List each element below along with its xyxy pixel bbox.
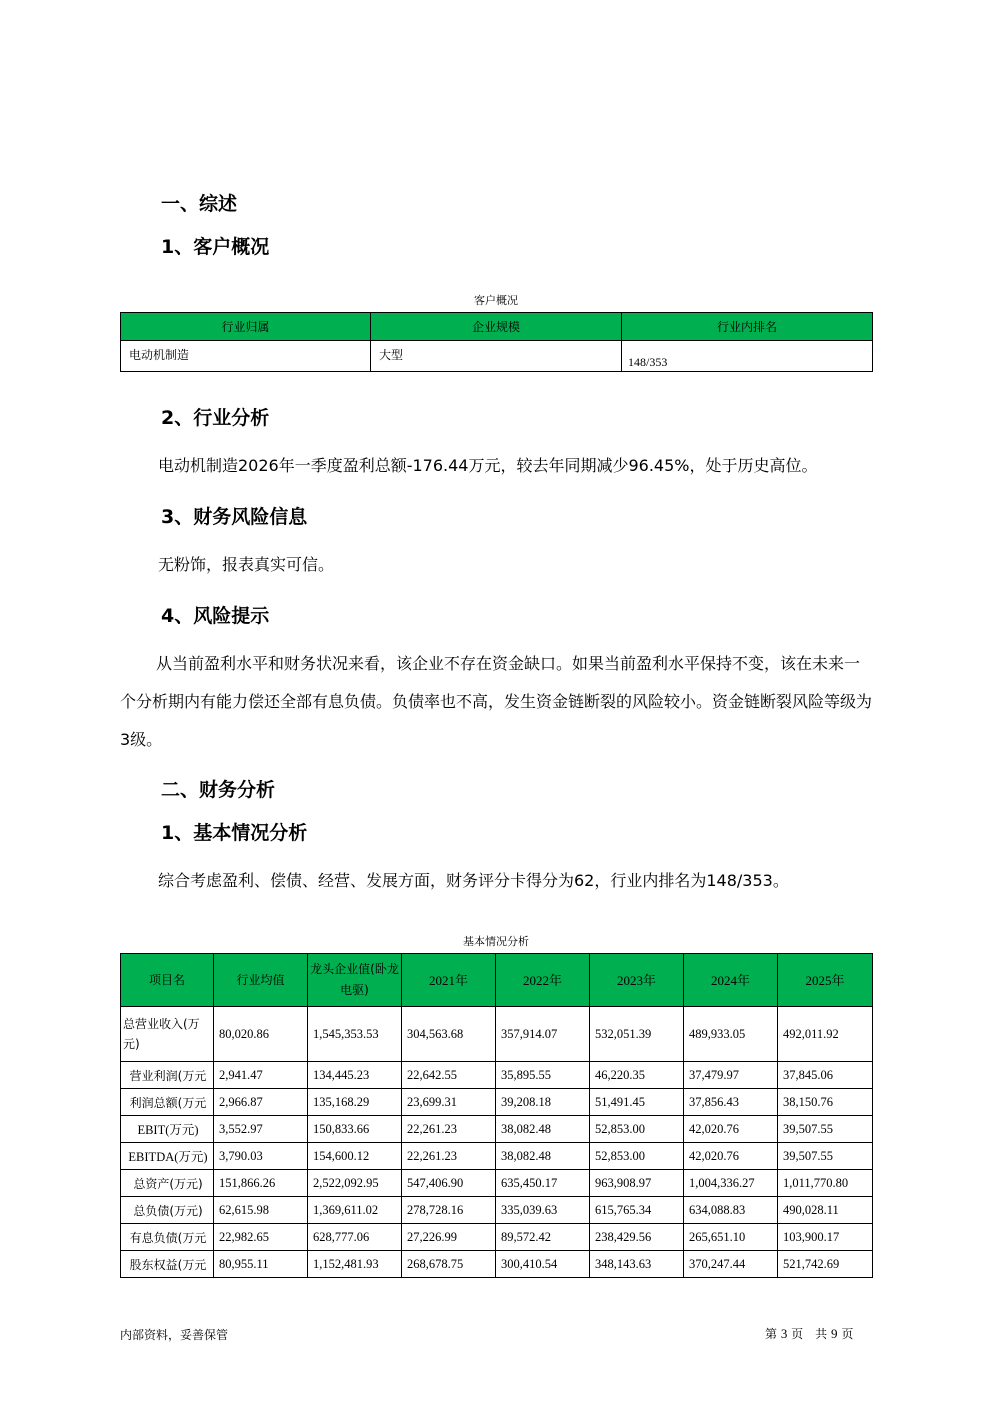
cell-value: 278,728.16 bbox=[402, 1197, 496, 1224]
cell-value: 335,039.63 bbox=[496, 1197, 590, 1224]
cell-value: 35,895.55 bbox=[496, 1062, 590, 1089]
cell-value: 532,051.39 bbox=[590, 1007, 684, 1062]
subsection-title-customer: 1、客户概况 bbox=[161, 236, 270, 258]
cell-value: 370,247.44 bbox=[684, 1251, 778, 1278]
cell-value: 46,220.35 bbox=[590, 1062, 684, 1089]
table-header-row bbox=[121, 313, 873, 341]
cell-value: 2,941.47 bbox=[214, 1062, 308, 1089]
section-title-overview: 一、综述 bbox=[161, 193, 238, 215]
cell-value: 80,955.11 bbox=[214, 1251, 308, 1278]
risk-tip-text: 从当前盈利水平和财务状况来看，该企业不存在资金缺口。如果当前盈利水平保持不变，该在未来一个分析期内有能力偿还全部有息负债。负债率也不高，发生资金链断裂的风险较小。资金链断裂风险等级为3级。 bbox=[120, 654, 873, 749]
cell-value: 150,833.66 bbox=[308, 1116, 402, 1143]
header-2022: 2022年 bbox=[496, 954, 590, 1007]
row-label: 利润总额(万元 bbox=[121, 1089, 214, 1116]
basic-analysis-table bbox=[120, 953, 873, 1278]
table-row bbox=[121, 341, 873, 372]
cell-value: 27,226.99 bbox=[402, 1224, 496, 1251]
cell-value: 38,082.48 bbox=[496, 1116, 590, 1143]
cell-value: 521,742.69 bbox=[778, 1251, 873, 1278]
table-row bbox=[121, 1143, 873, 1170]
cell-value: 1,545,353.53 bbox=[308, 1007, 402, 1062]
cell-value: 52,853.00 bbox=[590, 1116, 684, 1143]
customer-overview-table bbox=[120, 312, 873, 372]
cell-value: 492,011.92 bbox=[778, 1007, 873, 1062]
table-row bbox=[121, 1170, 873, 1197]
table-row bbox=[121, 1251, 873, 1278]
cell-value: 37,479.97 bbox=[684, 1062, 778, 1089]
cell-value: 22,982.65 bbox=[214, 1224, 308, 1251]
subsection-title-financial-risk: 3、财务风险信息 bbox=[161, 506, 308, 528]
header-2021: 2021年 bbox=[402, 954, 496, 1007]
cell-value: 154,600.12 bbox=[308, 1143, 402, 1170]
cell-value: 348,143.63 bbox=[590, 1251, 684, 1278]
cell-value: 39,208.18 bbox=[496, 1089, 590, 1116]
cell-value: 52,853.00 bbox=[590, 1143, 684, 1170]
cell-value: 547,406.90 bbox=[402, 1170, 496, 1197]
cell-value: 103,900.17 bbox=[778, 1224, 873, 1251]
table-row bbox=[121, 1007, 873, 1062]
page-number bbox=[765, 1325, 853, 1342]
header-scale: 企业规模 bbox=[371, 313, 622, 341]
page-prefix: 第 bbox=[765, 1327, 778, 1341]
cell-value: 300,410.54 bbox=[496, 1251, 590, 1278]
header-leader: 龙头企业值(卧龙电驱) bbox=[308, 954, 402, 1007]
cell-value: 51,491.45 bbox=[590, 1089, 684, 1116]
subsection-title-industry: 2、行业分析 bbox=[161, 407, 270, 429]
cell-value: 2,966.87 bbox=[214, 1089, 308, 1116]
header-industry: 行业归属 bbox=[121, 313, 371, 341]
cell-value: 1,004,336.27 bbox=[684, 1170, 778, 1197]
cell-value: 23,699.31 bbox=[402, 1089, 496, 1116]
cell-value: 3,790.03 bbox=[214, 1143, 308, 1170]
cell-value: 22,261.23 bbox=[402, 1143, 496, 1170]
cell-rank: 148/353 bbox=[622, 341, 873, 372]
cell-value: 37,845.06 bbox=[778, 1062, 873, 1089]
cell-value: 80,020.86 bbox=[214, 1007, 308, 1062]
cell-value: 151,866.26 bbox=[214, 1170, 308, 1197]
industry-analysis-text: 电动机制造2026年一季度盈利总额-176.44万元，较去年同期减少96.45%，处于历史高位。 bbox=[158, 456, 818, 475]
cell-value: 3,552.97 bbox=[214, 1116, 308, 1143]
section-title-financial: 二、财务分析 bbox=[161, 779, 276, 801]
cell-value: 89,572.42 bbox=[496, 1224, 590, 1251]
cell-value: 963,908.97 bbox=[590, 1170, 684, 1197]
cell-value: 1,152,481.93 bbox=[308, 1251, 402, 1278]
cell-value: 304,563.68 bbox=[402, 1007, 496, 1062]
table-caption-basic: 基本情况分析 bbox=[463, 935, 529, 948]
cell-value: 1,011,770.80 bbox=[778, 1170, 873, 1197]
cell-value: 38,150.76 bbox=[778, 1089, 873, 1116]
cell-value: 265,651.10 bbox=[684, 1224, 778, 1251]
cell-value: 42,020.76 bbox=[684, 1116, 778, 1143]
cell-value: 635,450.17 bbox=[496, 1170, 590, 1197]
cell-value: 62,615.98 bbox=[214, 1197, 308, 1224]
cell-value: 238,429.56 bbox=[590, 1224, 684, 1251]
header-2024: 2024年 bbox=[684, 954, 778, 1007]
cell-value: 39,507.55 bbox=[778, 1116, 873, 1143]
cell-value: 615,765.34 bbox=[590, 1197, 684, 1224]
row-label: 总负债(万元) bbox=[121, 1197, 214, 1224]
table-caption-customer: 客户概况 bbox=[474, 294, 518, 307]
subsection-title-basic: 1、基本情况分析 bbox=[161, 822, 308, 844]
cell-value: 22,261.23 bbox=[402, 1116, 496, 1143]
row-label: 有息负债(万元 bbox=[121, 1224, 214, 1251]
cell-industry: 电动机制造 bbox=[121, 341, 371, 372]
cell-value: 39,507.55 bbox=[778, 1143, 873, 1170]
header-rank: 行业内排名 bbox=[622, 313, 873, 341]
cell-value: 2,522,092.95 bbox=[308, 1170, 402, 1197]
cell-value: 37,856.43 bbox=[684, 1089, 778, 1116]
row-label: EBIT(万元) bbox=[121, 1116, 214, 1143]
footer-note: 内部资料，妥善保管 bbox=[120, 1328, 229, 1342]
financial-risk-text: 无粉饰，报表真实可信。 bbox=[158, 555, 335, 574]
header-item: 项目名 bbox=[121, 954, 214, 1007]
cell-value: 268,678.75 bbox=[402, 1251, 496, 1278]
cell-value: 634,088.83 bbox=[684, 1197, 778, 1224]
header-2025: 2025年 bbox=[778, 954, 873, 1007]
table-row bbox=[121, 1197, 873, 1224]
page-mid: 页 共 bbox=[791, 1327, 828, 1341]
cell-value: 134,445.23 bbox=[308, 1062, 402, 1089]
table-row bbox=[121, 1224, 873, 1251]
cell-scale: 大型 bbox=[371, 341, 622, 372]
subsection-title-risk-tip: 4、风险提示 bbox=[161, 605, 270, 627]
row-label: 总资产(万元) bbox=[121, 1170, 214, 1197]
cell-value: 489,933.05 bbox=[684, 1007, 778, 1062]
page-total: 9 bbox=[831, 1326, 838, 1341]
cell-value: 22,642.55 bbox=[402, 1062, 496, 1089]
page-current: 3 bbox=[780, 1326, 788, 1341]
cell-value: 490,028.11 bbox=[778, 1197, 873, 1224]
cell-value: 1,369,611.02 bbox=[308, 1197, 402, 1224]
row-label: EBITDA(万元) bbox=[121, 1143, 214, 1170]
table-row bbox=[121, 1062, 873, 1089]
header-2023: 2023年 bbox=[590, 954, 684, 1007]
cell-value: 628,777.06 bbox=[308, 1224, 402, 1251]
cell-value: 38,082.48 bbox=[496, 1143, 590, 1170]
page-suffix: 页 bbox=[841, 1327, 854, 1341]
cell-value: 42,020.76 bbox=[684, 1143, 778, 1170]
row-label: 股东权益(万元 bbox=[121, 1251, 214, 1278]
table-row bbox=[121, 1089, 873, 1116]
header-industry-avg: 行业均值 bbox=[214, 954, 308, 1007]
table-header-row bbox=[121, 954, 873, 1007]
table-row bbox=[121, 1116, 873, 1143]
row-label: 营业利润(万元 bbox=[121, 1062, 214, 1089]
row-label: 总营业收入(万元) bbox=[121, 1007, 214, 1062]
cell-value: 135,168.29 bbox=[308, 1089, 402, 1116]
basic-summary-text: 综合考虑盈利、偿债、经营、发展方面，财务评分卡得分为62，行业内排名为148/353。 bbox=[158, 871, 789, 890]
cell-value: 357,914.07 bbox=[496, 1007, 590, 1062]
